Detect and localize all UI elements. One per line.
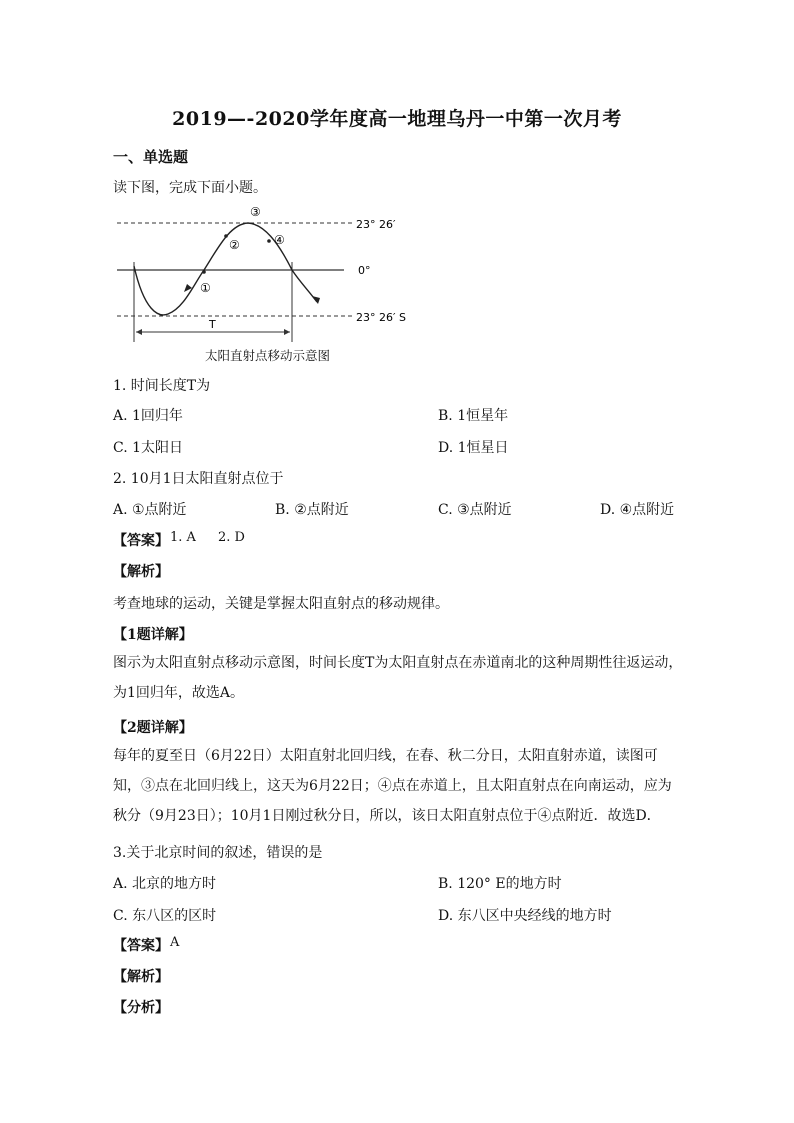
q2-option-c: C. ③点附近	[438, 502, 512, 518]
lat-south-label: 23° 26′ S	[356, 311, 406, 324]
analysis-label-2: 【解析】	[113, 969, 169, 985]
detail-2-label: 【2题详解】	[113, 720, 193, 736]
arrow-2	[312, 296, 320, 304]
period-arrow-left	[136, 329, 142, 335]
q3-option-c: C. 东八区的区时	[113, 908, 217, 924]
q1-option-b: B. 1恒星年	[438, 408, 509, 424]
point-2-dot	[224, 234, 228, 238]
answer-2: 2. D	[218, 530, 245, 545]
answer-label: 【答案】	[113, 533, 169, 549]
q3-option-d: D. 东八区中央经线的地方时	[438, 908, 612, 924]
q2-option-a: A. ①点附近	[113, 502, 187, 518]
q3-stem: 3.关于北京时间的叙述，错误的是	[113, 845, 323, 861]
equator-label: 0°	[358, 264, 371, 277]
period-arrow-right	[284, 329, 290, 335]
subsolar-point-diagram	[112, 200, 432, 370]
answer-3: A	[170, 935, 180, 950]
point-4-dot	[267, 239, 271, 243]
point-1-label: ①	[200, 281, 211, 295]
q3-option-b: B. 120° E的地方时	[438, 876, 562, 892]
answer-1: 1. A	[170, 530, 196, 545]
q1-stem: 1. 时间长度T为	[113, 378, 211, 394]
figure-caption: 太阳直射点移动示意图	[205, 348, 331, 363]
q1-option-c: C. 1太阳日	[113, 440, 184, 456]
q2-option-b: B. ②点附近	[275, 502, 349, 518]
point-3-label: ③	[250, 205, 261, 219]
analysis-label: 【解析】	[113, 564, 169, 580]
fenxi-label: 【分析】	[113, 1000, 169, 1016]
point-2-label: ②	[229, 238, 240, 252]
point-1-dot	[202, 270, 206, 274]
diagram-svg	[112, 200, 432, 350]
lat-north-label: 23° 26′	[356, 218, 396, 231]
section-heading: 一、单选题	[113, 148, 189, 166]
detail-1-text: 图示为太阳直射点移动示意图，时间长度T为太阳直射点在赤道南北的这种周期性往返运动，为1回归年，故选A。	[113, 655, 683, 701]
q2-stem: 2. 10月1日太阳直射点位于	[113, 471, 284, 487]
q1-option-a: A. 1回归年	[113, 408, 183, 424]
analysis-text: 考查地球的运动，关键是掌握太阳直射点的移动规律。	[113, 596, 449, 612]
question-intro: 读下图，完成下面小题。	[113, 180, 267, 196]
period-label: T	[209, 318, 216, 331]
q1-option-d: D. 1恒星日	[438, 440, 509, 456]
point-4-label: ④	[274, 233, 285, 247]
answer-label-2: 【答案】	[113, 938, 169, 954]
q2-option-d: D. ④点附近	[600, 502, 675, 518]
detail-2-text: 每年的夏至日（6月22日）太阳直射北回归线，在春、秋二分日，太阳直射赤道，读图可知，③点在北回归线上，这天为6月22日；④点在赤道上，且太阳直射点在向南运动，应为秋分（9月23日）；10月1日刚过秋分日，所以，该日太阳直射点位于④点附近．故选D．	[113, 748, 672, 824]
exam-title: 2019—-2020学年度高一地理乌丹一中第一次月考	[172, 108, 622, 130]
detail-1-label: 【1题详解】	[113, 627, 193, 643]
q3-option-a: A. 北京的地方时	[113, 876, 217, 892]
